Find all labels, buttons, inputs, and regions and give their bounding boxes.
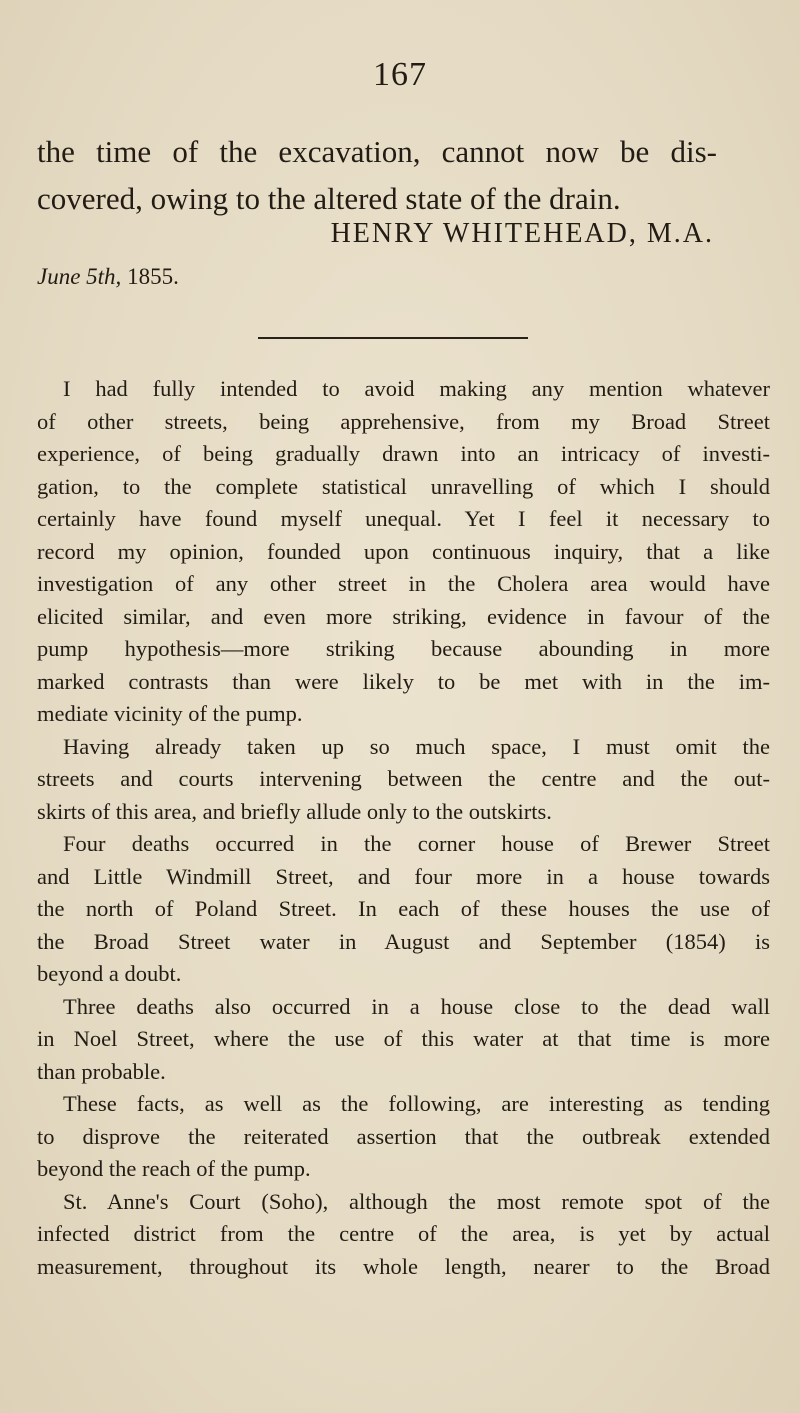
text-line: in Noel Street, where the use of this water at that time is more [37,1026,770,1051]
section-divider [258,337,528,339]
text-line: to disprove the reiterated assertion that the outbreak extended [37,1123,770,1149]
text-line: experience, of being gradually drawn into an intricacy of investi- [37,441,770,466]
text-line: Having already taken up so much space, I must omit the [63,733,770,759]
text-line: infected district from the centre of the area, is yet by actual [37,1221,770,1246]
body-text [37,373,770,1283]
paragraph [37,373,770,731]
paragraph [37,731,770,829]
lead-line: covered, owing to the altered state of the drain. [37,181,621,216]
text-line: pump hypothesis—more striking because abounding in more [37,636,770,661]
text-line: These facts, as well as the following, are interesting as tending [63,1091,770,1116]
lead-line: the time of the excavation, cannot now be dis- [37,134,717,169]
text-line: than probable. [37,1058,166,1084]
text-line: Four deaths occurred in the corner house of Brewer Street [63,831,770,856]
text-line: marked contrasts than were likely to be met with in the im- [37,668,770,694]
text-line: investigation of any other street in the Cholera area would have [37,571,770,596]
text-line: elicited similar, and even more striking, evidence in favour of the [37,603,770,629]
page-number: 167 [373,56,427,93]
text-line: gation, to the complete statistical unravelling of which I should [37,473,770,499]
text-line: of other streets, being apprehensive, from my Broad Street [37,408,770,434]
paragraph [37,1186,770,1284]
text-line: beyond a doubt. [37,961,182,986]
paragraph [37,991,770,1089]
text-line: measurement, throughout its whole length, nearer to the Broad [37,1253,770,1279]
paragraph [37,1088,770,1186]
text-line: St. Anne's Court (Soho), although the most remote spot of the [63,1188,770,1214]
signature-date [37,264,179,290]
text-line: streets and courts intervening between the centre and the out- [37,766,770,791]
text-line: I had fully intended to avoid making any mention whatever [63,376,770,401]
text-line: beyond the reach of the pump. [37,1156,311,1181]
text-line: skirts of this area, and briefly allude only to the outskirts. [37,798,552,824]
paragraph [37,828,770,991]
text-line: mediate vicinity of the pump. [37,701,303,726]
text-line: certainly have found myself unequal. Yet I feel it necessary to [37,506,770,531]
text-line: the north of Poland Street. In each of these houses the use of [37,896,770,921]
text-line: record my opinion, founded upon continuous inquiry, that a like [37,538,770,564]
lead-paragraph [37,128,717,222]
date-year: 1855. [127,264,179,289]
text-line: and Little Windmill Street, and four more in a house towards [37,863,770,889]
author-signature: HENRY WHITEHEAD, M.A. [330,218,714,249]
text-line: Three deaths also occurred in a house close to the dead wall [63,993,770,1019]
text-line: the Broad Street water in August and September (1854) is [37,928,770,954]
date-month-day: June 5th, [37,264,122,289]
